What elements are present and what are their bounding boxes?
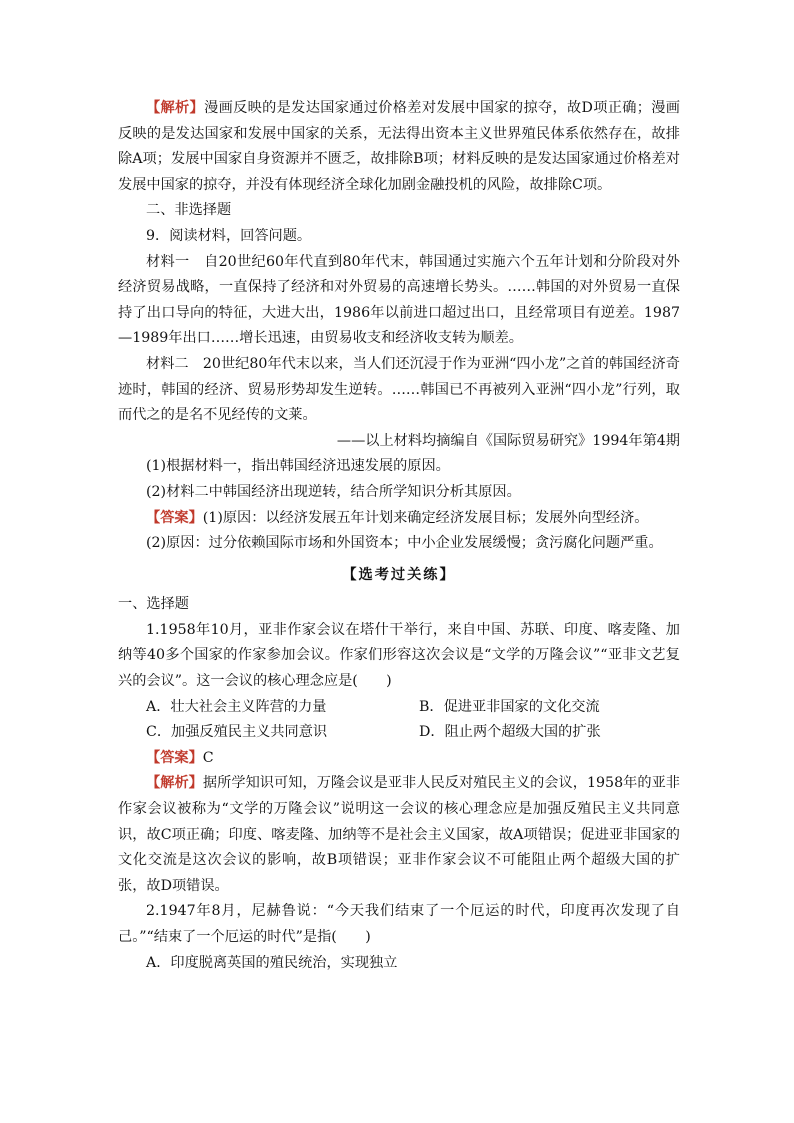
answer-paragraph-9-1 (118, 506, 680, 532)
page-content (118, 96, 680, 976)
answer-text-9-2: (2)原因：过分依赖国际市场和外国资本；中小企业发展缓慢；贪污腐化问题严重。 (146, 535, 663, 552)
answer-label: 【答案】 (146, 509, 203, 526)
option-b: B．促进亚非国家的文化交流 (419, 698, 600, 715)
material-source: ——以上材料均摘编自《国际贸易研究》1994年第4期 (336, 432, 680, 449)
option-c: C．加强反殖民主义共同意识 (146, 724, 328, 741)
answer-value-q1: C (202, 749, 214, 766)
analysis-text-q1: 据所学知识可知，万隆会议是亚非人民反对殖民主义的会议，1958年的亚非作家会议被称为“文学的万隆会议”说明这一会议的核心理念应是加强反殖民主义共同意识，故C项正确；印度、喀麦隆、加纳等不是社会主义国家，故A项错误；促进亚非国家的文化交流是这次会议的影响，故B项错误；亚非作家会议不可能阻止两个超级大国的扩张，故D项错误。 (118, 775, 680, 894)
analysis-text-1: 漫画反映的是发达国家通过价格差对发展中国家的掠夺，故D项正确；漫画反映的是发达国家和发展中国家的关系，无法得出资本主义世界殖民体系依然存在，故排除A项；发展中国家自身资源并不匮乏，故排除B项；材料反映的是发达国家通过价格差对发展中国家的掠夺，并没有体现经济全球化加剧金融投机的风险，故排除C项。 (118, 100, 680, 193)
question-1-options (118, 695, 680, 746)
section-title-elective: 【选考过关练】 (342, 566, 456, 583)
answer-text-9-1: (1)原因：以经济发展五年计划来确定经济发展目标；发展外向型经济。 (202, 509, 649, 526)
option-d: D．阻止两个超级大国的扩张 (419, 724, 601, 741)
answer-label-q1: 【答案】 (146, 749, 203, 766)
option-a: A．壮大社会主义阵营的力量 (146, 698, 327, 715)
material-1: 材料一 自20世纪60年代直到80年代末，韩国通过实施六个五年计划和分阶段对外经济贸易战略，一直保持了经济和对外贸易的高速增长势头。……韩国的对外贸易一直保持了出口导向的特征，大进大出，1986年以前进口超过出口，且经常项目有逆差。1987—1989年出口……增长迅速，由贸易收支和经济收支转为顺差。 (118, 253, 680, 347)
question-9-intro: 9．阅读材料，回答问题。 (146, 227, 312, 244)
question-9-part-2: (2)材料二中韩国经济出现逆转，结合所学知识分析其原因。 (146, 483, 521, 500)
analysis-label: 【解析】 (146, 100, 205, 116)
analysis-label-q1: 【解析】 (146, 775, 203, 792)
question-9-part-1: (1)根据材料一，指出韩国经济迅速发展的原因。 (146, 458, 450, 475)
analysis-paragraph-1 (118, 96, 680, 198)
section-heading-choice: 一、选择题 (118, 596, 189, 613)
analysis-paragraph-q1 (118, 771, 680, 899)
material-2: 材料二 20世纪80年代末以来，当人们还沉浸于作为亚洲“四小龙”之首的韩国经济奇迹时，韩国的经济、贸易形势却发生逆转。……韩国已不再被列入亚洲“四小龙”行列，取而代之的是名不见经传的文莱。 (118, 355, 680, 424)
question-2-option-a: A．印度脱离英国的殖民统治，实现独立 (146, 954, 398, 971)
question-1-stem: 1.1958年10月，亚非作家会议在塔什干举行，来自中国、苏联、印度、喀麦隆、加纳等40多个国家的作家参加会议。作家们形容这次会议是“文学的万隆会议”“亚非文艺复兴的会议”。这一会议的核心理念应是( ) (118, 621, 680, 690)
section-heading-non-choice: 二、非选择题 (146, 202, 232, 219)
answer-paragraph-q1 (118, 746, 680, 772)
question-2-stem: 2.1947年8月，尼赫鲁说：“今天我们结束了一个厄运的时代，印度再次发现了自己。”“结束了一个厄运的时代”是指( ) (118, 903, 680, 945)
